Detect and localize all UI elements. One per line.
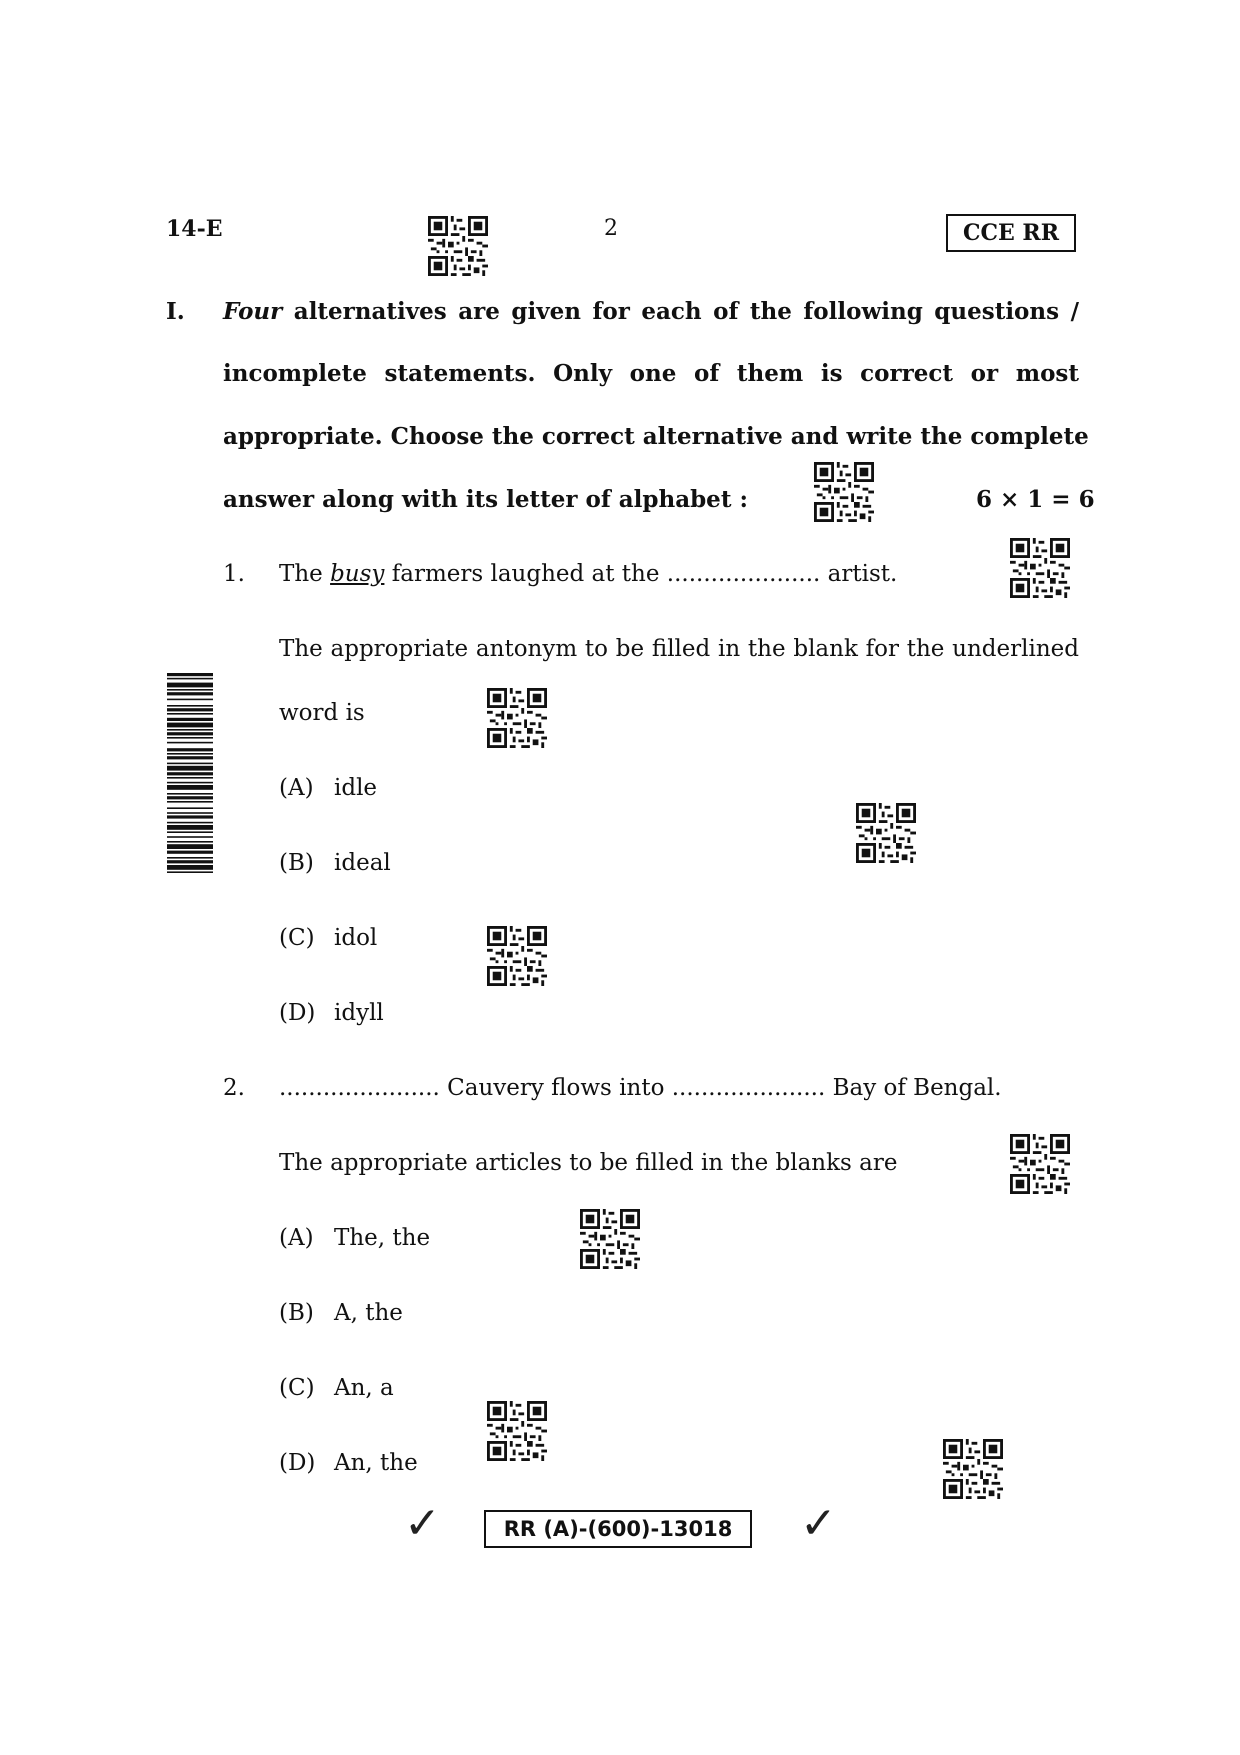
check-mark-icon: ✓ xyxy=(404,1498,441,1549)
qr-code-icon xyxy=(580,1209,640,1269)
option-letter: (B) xyxy=(279,850,314,876)
section-number: I. xyxy=(166,298,185,325)
qr-code-icon xyxy=(1010,538,1070,598)
option-letter: (C) xyxy=(279,925,315,951)
qr-code-icon xyxy=(943,1439,1003,1499)
instruction-line-2: incomplete statements. Only one of them is correct or most xyxy=(223,360,1079,387)
option-letter: (A) xyxy=(279,775,314,801)
question-prompt: The appropriate articles to be filled in the blanks are xyxy=(279,1150,898,1176)
paper-subject-code: 14-E xyxy=(166,216,223,242)
question-text xyxy=(279,561,897,587)
qr-code-icon xyxy=(487,926,547,986)
option-text: ideal xyxy=(334,850,391,876)
instruction-line-3: appropriate. Choose the correct alternative and write the complete xyxy=(223,423,1089,450)
option-text: idol xyxy=(334,925,378,951)
qr-code-icon xyxy=(814,462,874,522)
option-letter: (A) xyxy=(279,1225,314,1251)
paper-code-box: CCE RR xyxy=(946,214,1076,252)
instruction-line-4: answer along with its letter of alphabet : xyxy=(223,486,748,513)
option-letter: (D) xyxy=(279,1000,316,1026)
footer-code-box: RR (A)-(600)-13018 xyxy=(484,1510,752,1548)
question-text: ...................... Cauvery flows into ..................... Bay of Bengal. xyxy=(279,1075,1002,1101)
page-number: 2 xyxy=(604,216,618,241)
option-letter: (B) xyxy=(279,1300,314,1326)
question-prompt-continued: word is xyxy=(279,700,365,726)
check-mark-icon: ✓ xyxy=(800,1498,837,1549)
qr-code-icon xyxy=(1010,1134,1070,1194)
option-text: An, the xyxy=(334,1450,418,1476)
qr-code-icon xyxy=(487,1401,547,1461)
question-prompt: The appropriate antonym to be filled in the blank for the underlined xyxy=(279,636,1079,662)
option-text: idyll xyxy=(334,1000,384,1026)
qr-code-icon xyxy=(428,216,488,276)
instruction-line-1 xyxy=(223,298,1079,325)
option-letter: (C) xyxy=(279,1375,315,1401)
underlined-word: busy xyxy=(330,561,385,587)
instruction-line-1-text: alternatives are given for each of the following questions / xyxy=(282,298,1079,325)
barcode-icon xyxy=(167,673,213,931)
option-text: idle xyxy=(334,775,378,801)
qr-code-icon xyxy=(856,803,916,863)
question-number: 1. xyxy=(223,561,245,587)
question-number: 2. xyxy=(223,1075,245,1101)
option-letter: (D) xyxy=(279,1450,316,1476)
option-text: An, a xyxy=(334,1375,394,1401)
marks-allocation: 6 × 1 = 6 xyxy=(976,486,1095,513)
instruction-emphasis: Four xyxy=(223,298,283,325)
question-text-part: The xyxy=(279,561,331,587)
option-text: The, the xyxy=(334,1225,431,1251)
question-text-part: farmers laughed at the ..................... artist. xyxy=(384,561,898,587)
option-text: A, the xyxy=(334,1300,403,1326)
qr-code-icon xyxy=(487,688,547,748)
